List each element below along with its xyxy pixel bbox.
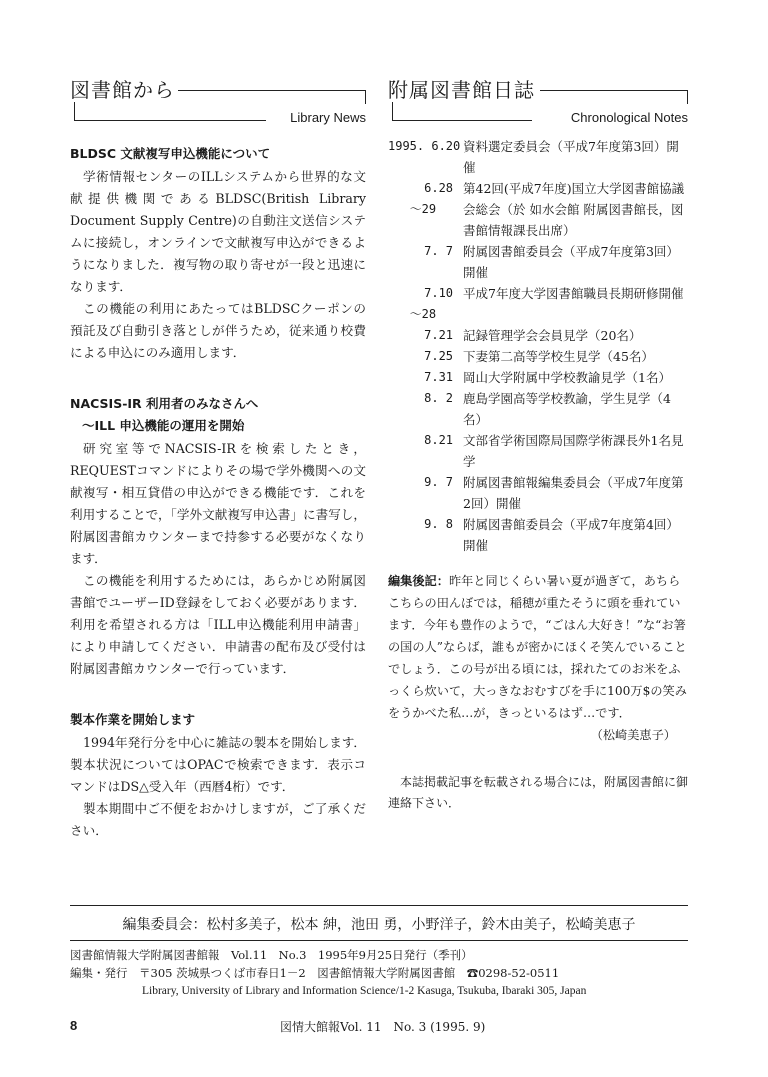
page-number: 8: [70, 1018, 78, 1033]
paragraph: 研究室等でNACSIS-IRを検索したとき，REQUESTコマンドによりその場で学外機関への文献複写・相互貸借の申込ができる機能です．これを利用することで，「学外文献複写申込書」に書写し，附属図書館カウンターまで持参する必要がなくなります．: [70, 441, 366, 566]
entry-date: 9. 7: [388, 475, 454, 489]
chronological-notes-subtitle: Chronological Notes: [570, 110, 688, 125]
entry-text: 附属図書館委員会（平成7年度第4回）開催: [463, 517, 679, 553]
section-subheading: 〜ILL 申込機能の運用を開始: [82, 418, 245, 433]
entry-date: 6.28 〜29: [409, 181, 454, 216]
section-heading: 製本作業を開始します: [70, 712, 196, 727]
entry-date: 9. 8: [388, 517, 454, 531]
entry-text: 下妻第二高等学校生見学（45名）: [463, 349, 654, 364]
list-item: [388, 472, 688, 514]
list-item: [388, 178, 688, 241]
chronology-list: [388, 136, 688, 556]
entry-text: 記録管理学会会員見学（20名）: [463, 328, 642, 343]
paragraph: この機能の利用にあたってはBLDSCクーポンの預託及び自動引き落としが伴うため，従来通り校費による申込にのみ適用します．: [70, 301, 366, 360]
paragraph: 製本期間中ご不便をおかけしますが，ご了承ください．: [70, 801, 366, 838]
library-news-title: 図書館から: [70, 78, 175, 102]
publisher-line: 編集・発行 〒305 茨城県つくば市春日1－2 図書館情報大学附属図書館 ☎0298-52-0511: [70, 966, 560, 980]
paragraph: この機能を利用するためには，あらかじめ附属図書館でユーザーID登録をしておく必要があります．利用を希望される方は「ILL申込機能利用申請書」により申請してください．申請書の配布及び受付は附属図書館カウンターで行っています．: [70, 573, 366, 676]
section-heading: NACSIS-IR 利用者のみなさんへ: [70, 396, 259, 411]
entry-date: 1995. 6.20: [388, 139, 461, 153]
publication-info: [70, 946, 688, 1000]
entry-text: 平成7年度大学図書館職員長期研修開催: [463, 286, 684, 301]
chronological-notes-header: [388, 78, 688, 102]
section-binding: [70, 710, 366, 842]
chronological-notes-subframe: [388, 102, 688, 132]
chronological-notes-column: [388, 78, 688, 814]
paragraph: 学術情報センターのILLシステムから世界的な文献提供機関であるBLDSC(British Library Document Supply Centre)の自動注文送信システムに接続し，オンラインで文献複写申込ができるようになりました．複写物の取り寄せが一段と迅速になります．: [70, 169, 366, 294]
list-item: [388, 136, 688, 178]
section-nacsis: [70, 394, 366, 680]
chronological-notes-title: 附属図書館日誌: [388, 78, 535, 102]
entry-text: 附属図書館委員会（平成7年度第3回）開催: [463, 244, 679, 280]
list-item: [388, 325, 688, 346]
list-item: [388, 388, 688, 430]
paragraph: 1994年発行分を中心に雑誌の製本を開始します．製本状況についてはOPACで検索できます．表示コマンドはDS△受入年（西暦4桁）です．: [70, 735, 366, 794]
entry-text: 第42回(平成7年度)国立大学図書館協議会総会（於 如水会館 附属図書館長，図書館情報課長出席）: [463, 181, 685, 238]
footer-text: 図情大館報Vol. 11 No. 3 (1995. 9): [280, 1020, 486, 1034]
list-item: [388, 283, 688, 325]
library-news-subtitle: Library News: [290, 110, 366, 125]
entry-date: 7.21: [388, 328, 454, 342]
entry-text: 鹿島学園高等学校教諭，学生見学（4名）: [463, 391, 671, 427]
entry-date: 8.21: [388, 433, 454, 447]
entry-date: 7.10 〜28: [409, 286, 454, 321]
publisher-english-line: Library, University of Library and Information Science/1-2 Kasuga, Tsukuba, Ibaraki 305, Japan: [142, 985, 587, 997]
entry-text: 岡山大学附属中学校教諭見学（1名）: [463, 370, 671, 385]
list-item: [388, 241, 688, 283]
entry-text: 資料選定委員会（平成7年度第3回）開催: [463, 139, 679, 175]
editors-afterword: [388, 570, 688, 746]
entry-date: 8. 2: [388, 391, 454, 405]
title-rule: [178, 90, 366, 91]
entry-text: 附属図書館報編集委員会（平成7年度第2回）開催: [463, 475, 684, 511]
title-rule: [540, 90, 688, 91]
afterword-label: 編集後記：: [388, 574, 449, 588]
entry-date: 7. 7: [388, 244, 454, 258]
section-bldsc: [70, 144, 366, 364]
reprint-note: 本誌掲載記事を転載される場合には，附属図書館に御連絡下さい．: [388, 775, 689, 810]
editorial-committee: 編集委員会：松村多美子，松本 紳，池田 勇，小野洋子，鈴木由美子，松崎美恵子: [70, 905, 688, 941]
entry-text: 文部省学術国際局国際学術課長外1名見学: [463, 433, 684, 469]
entry-date: 7.25: [388, 349, 454, 363]
library-news-column: [70, 78, 366, 842]
list-item: [388, 367, 688, 388]
afterword-text: 昨年と同じくらい暑い夏が過ぎて，あちらこちらの田んぼでは，稲穂が重たそうに頭を垂れています．今年も豊作のようで，“ごはん大好き！”な“お箸の国の人”ならば，誰もが密かにほくそ笑んでいることでしょう．この号が出る頃には，採れたてのお米をふっくら炊いて，大っきなおむすびを手に100万$の笑みをうかべた私…が，きっといるはず…です．: [388, 574, 687, 720]
list-item: [388, 514, 688, 556]
entry-date: 7.31: [388, 370, 454, 384]
list-item: [388, 346, 688, 367]
afterword-signature: （松崎美恵子）: [590, 728, 676, 742]
library-news-header: [70, 78, 366, 102]
library-news-subframe: [70, 102, 366, 132]
publication-line: 図書館情報大学附属図書館報 Vol.11 No.3 1995年9月25日発行（季刊）: [70, 948, 473, 962]
section-heading: BLDSC 文献複写申込機能について: [70, 146, 271, 161]
list-item: [388, 430, 688, 472]
